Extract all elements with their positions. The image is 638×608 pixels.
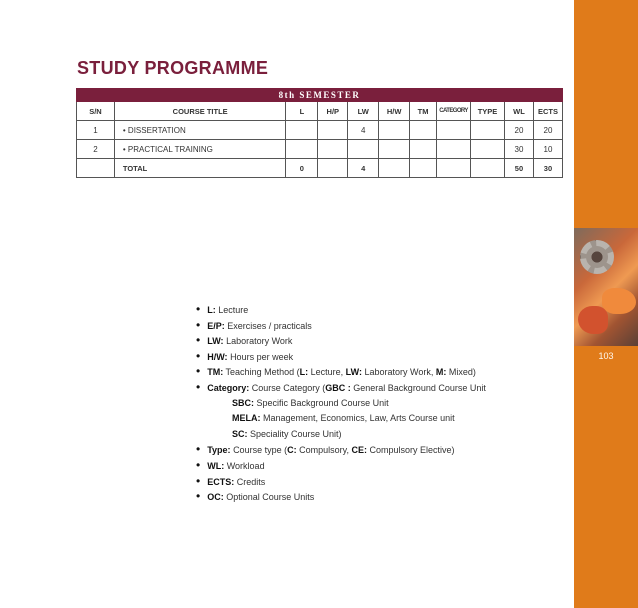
col-hp: H/P	[318, 102, 348, 121]
legend-subitem: SC: Speciality Course Unit)	[232, 428, 342, 439]
page-title: STUDY PROGRAMME	[77, 58, 269, 78]
legend-item: • Category: Course Category (GBC : General Background Course Unit	[196, 380, 486, 396]
legend-item: • WL: Workload	[196, 458, 486, 474]
legend-item: • H/W: Hours per week	[196, 349, 486, 365]
col-sn: S/N	[77, 102, 115, 121]
legend-item: • OC: Optional Course Units	[196, 489, 486, 505]
total-row: TOTAL 0 4 50 30	[77, 159, 563, 178]
semester-row	[77, 89, 563, 102]
side-photo	[574, 228, 638, 346]
total-label: TOTAL	[114, 159, 286, 178]
legend-item: • LW: Laboratory Work	[196, 333, 486, 349]
abbreviation-legend	[196, 302, 486, 505]
col-type: TYPE	[471, 102, 505, 121]
col-l: L	[286, 102, 318, 121]
legend-item: • E/P: Exercises / practicals	[196, 318, 486, 334]
col-tm: TM	[410, 102, 437, 121]
col-ects: ECTS	[533, 102, 562, 121]
col-hw: H/W	[379, 102, 410, 121]
table-row: 2 • PRACTICAL TRAINING 30 10	[77, 140, 563, 159]
page-number: 103	[598, 351, 614, 361]
legend-item: • ECTS: Credits	[196, 474, 486, 490]
col-lw: LW	[348, 102, 379, 121]
col-category: CATEGORY	[437, 102, 471, 121]
legend-subitem: MELA: Management, Economics, Law, Arts Course unit	[232, 413, 455, 424]
gear-icon	[580, 240, 614, 274]
header-row	[77, 102, 563, 121]
legend-item: • TM: Teaching Method (L: Lecture, LW: Laboratory Work, M: Mixed)	[196, 364, 486, 380]
study-programme-table	[76, 88, 563, 178]
semester-label: 8th SEMESTER	[77, 89, 563, 102]
legend-subitem: SBC: Specific Background Course Unit	[232, 397, 389, 408]
col-wl: WL	[505, 102, 534, 121]
legend-item: • Type: Course type (C: Compulsory, CE: Compulsory Elective)	[196, 442, 486, 458]
col-course-title: COURSE TITLE	[114, 102, 286, 121]
table-row: 1 • DISSERTATION 4 20 20	[77, 121, 563, 140]
legend-item: • L: Lecture	[196, 302, 486, 318]
